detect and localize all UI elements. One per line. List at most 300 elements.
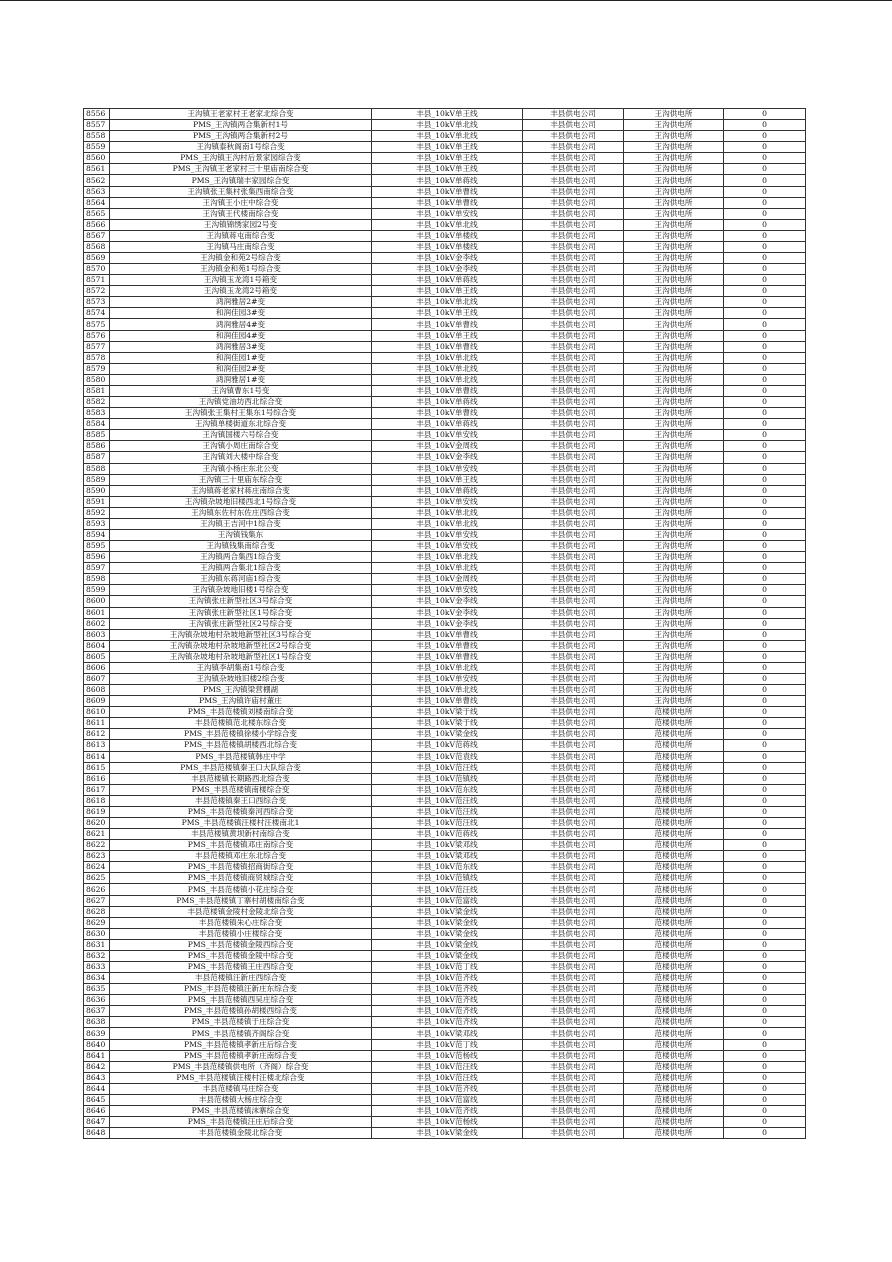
row-number-cell: 8639 bbox=[84, 1028, 110, 1039]
company-cell: 丰县供电公司 bbox=[523, 851, 624, 862]
station-cell: 王沟供电所 bbox=[624, 230, 724, 241]
row-number-cell: 8606 bbox=[84, 662, 110, 673]
station-cell: 王沟供电所 bbox=[624, 518, 724, 529]
feeder-line-cell: 丰县_10kV金周线 bbox=[372, 441, 523, 452]
table-row bbox=[84, 541, 806, 552]
row-number-cell: 8642 bbox=[84, 1061, 110, 1072]
table-row bbox=[84, 297, 806, 308]
table-row bbox=[84, 651, 806, 662]
station-cell: 范楼供电所 bbox=[624, 984, 724, 995]
transformer-name-cell: 王沟镇金和苑2号综合变 bbox=[110, 253, 372, 264]
station-cell: 范楼供电所 bbox=[624, 1017, 724, 1028]
row-number-cell: 8576 bbox=[84, 330, 110, 341]
value-cell: 0 bbox=[724, 507, 806, 518]
station-cell: 王沟供电所 bbox=[624, 142, 724, 153]
company-cell: 丰县供电公司 bbox=[523, 374, 624, 385]
row-number-cell: 8565 bbox=[84, 208, 110, 219]
station-cell: 范楼供电所 bbox=[624, 906, 724, 917]
row-number-cell: 8591 bbox=[84, 496, 110, 507]
value-cell: 0 bbox=[724, 496, 806, 507]
value-cell: 0 bbox=[724, 795, 806, 806]
feeder-line-cell: 丰县_10kV单曹线 bbox=[372, 197, 523, 208]
transformer-name-cell: 王沟镇张庄新型社区1号综合变 bbox=[110, 607, 372, 618]
row-number-cell: 8590 bbox=[84, 485, 110, 496]
station-cell: 王沟供电所 bbox=[624, 563, 724, 574]
feeder-line-cell: 丰县_10kV梁邓线 bbox=[372, 840, 523, 851]
company-cell: 丰县供电公司 bbox=[523, 950, 624, 961]
row-number-cell: 8560 bbox=[84, 153, 110, 164]
transformer-name-cell: 丰县范楼镇金陵村金陵北综合变 bbox=[110, 906, 372, 917]
feeder-line-cell: 丰县_10kV范蒋线 bbox=[372, 829, 523, 840]
transformer-name-cell: 丰县范楼镇范北楼东综合变 bbox=[110, 718, 372, 729]
transformer-name-cell: PMS_王沟镇瑞丰家园综合变 bbox=[110, 175, 372, 186]
company-cell: 丰县供电公司 bbox=[523, 286, 624, 297]
station-cell: 王沟供电所 bbox=[624, 275, 724, 286]
table-row bbox=[84, 363, 806, 374]
row-number-cell: 8640 bbox=[84, 1039, 110, 1050]
feeder-line-cell: 丰县_10kV单安线 bbox=[372, 673, 523, 684]
table-row bbox=[84, 984, 806, 995]
value-cell: 0 bbox=[724, 1039, 806, 1050]
row-number-cell: 8638 bbox=[84, 1017, 110, 1028]
transformer-name-cell: PMS_王沟镇许庙村董庄 bbox=[110, 696, 372, 707]
station-cell: 王沟供电所 bbox=[624, 685, 724, 696]
table-body bbox=[84, 109, 806, 1139]
value-cell: 0 bbox=[724, 563, 806, 574]
station-cell: 范楼供电所 bbox=[624, 973, 724, 984]
transformer-name-cell: 王沟镇玉龙湾2号箱变 bbox=[110, 286, 372, 297]
station-cell: 王沟供电所 bbox=[624, 430, 724, 441]
row-number-cell: 8643 bbox=[84, 1072, 110, 1083]
company-cell: 丰县供电公司 bbox=[523, 651, 624, 662]
company-cell: 丰县供电公司 bbox=[523, 341, 624, 352]
station-cell: 王沟供电所 bbox=[624, 363, 724, 374]
station-cell: 范楼供电所 bbox=[624, 995, 724, 1006]
company-cell: 丰县供电公司 bbox=[523, 873, 624, 884]
station-cell: 王沟供电所 bbox=[624, 330, 724, 341]
transformer-name-cell: PMS_丰县范楼镇金陵西综合变 bbox=[110, 939, 372, 950]
feeder-line-cell: 丰县_10kV单北线 bbox=[372, 131, 523, 142]
company-cell: 丰县供电公司 bbox=[523, 928, 624, 939]
company-cell: 丰县供电公司 bbox=[523, 762, 624, 773]
table-row bbox=[84, 950, 806, 961]
station-cell: 王沟供电所 bbox=[624, 308, 724, 319]
row-number-cell: 8561 bbox=[84, 164, 110, 175]
transformer-name-cell: 王沟镇小周庄南综合变 bbox=[110, 441, 372, 452]
feeder-line-cell: 丰县_10kV单楼线 bbox=[372, 241, 523, 252]
row-number-cell: 8646 bbox=[84, 1106, 110, 1117]
station-cell: 王沟供电所 bbox=[624, 662, 724, 673]
company-cell: 丰县供电公司 bbox=[523, 962, 624, 973]
station-cell: 王沟供电所 bbox=[624, 153, 724, 164]
feeder-line-cell: 丰县_10kV金李线 bbox=[372, 264, 523, 275]
transformer-name-cell: PMS_丰县范楼镇邓庄南综合变 bbox=[110, 840, 372, 851]
feeder-line-cell: 丰县_10kV单安线 bbox=[372, 463, 523, 474]
table-row bbox=[84, 330, 806, 341]
transformer-name-cell: 王沟镇党油坊西北综合变 bbox=[110, 397, 372, 408]
feeder-line-cell: 丰县_10kV范丁线 bbox=[372, 962, 523, 973]
value-cell: 0 bbox=[724, 1117, 806, 1128]
row-number-cell: 8582 bbox=[84, 397, 110, 408]
company-cell: 丰县供电公司 bbox=[523, 1006, 624, 1017]
feeder-line-cell: 丰县_10kV金李线 bbox=[372, 618, 523, 629]
value-cell: 0 bbox=[724, 1061, 806, 1072]
value-cell: 0 bbox=[724, 397, 806, 408]
transformer-name-cell: 鸿润雅居1#变 bbox=[110, 374, 372, 385]
value-cell: 0 bbox=[724, 884, 806, 895]
table-row bbox=[84, 729, 806, 740]
feeder-line-cell: 丰县_10kV单楼线 bbox=[372, 230, 523, 241]
transformer-name-cell: PMS_丰县范楼镇沫寨综合变 bbox=[110, 1106, 372, 1117]
station-cell: 范楼供电所 bbox=[624, 1072, 724, 1083]
station-cell: 王沟供电所 bbox=[624, 496, 724, 507]
feeder-line-cell: 丰县_10kV范齐线 bbox=[372, 1017, 523, 1028]
feeder-line-cell: 丰县_10kV单王线 bbox=[372, 142, 523, 153]
station-cell: 范楼供电所 bbox=[624, 928, 724, 939]
station-cell: 王沟供电所 bbox=[624, 529, 724, 540]
table-row bbox=[84, 175, 806, 186]
feeder-line-cell: 丰县_10kV单安线 bbox=[372, 430, 523, 441]
company-cell: 丰县供电公司 bbox=[523, 1039, 624, 1050]
row-number-cell: 8583 bbox=[84, 408, 110, 419]
station-cell: 王沟供电所 bbox=[624, 120, 724, 131]
row-number-cell: 8635 bbox=[84, 984, 110, 995]
company-cell: 丰县供电公司 bbox=[523, 153, 624, 164]
value-cell: 0 bbox=[724, 552, 806, 563]
transformer-name-cell: 王沟镇张王集村张集西南综合变 bbox=[110, 186, 372, 197]
table-row bbox=[84, 286, 806, 297]
value-cell: 0 bbox=[724, 164, 806, 175]
table-row bbox=[84, 1083, 806, 1094]
value-cell: 0 bbox=[724, 485, 806, 496]
value-cell: 0 bbox=[724, 120, 806, 131]
transformer-name-cell: 王沟镇玉龙湾1号箱变 bbox=[110, 275, 372, 286]
value-cell: 0 bbox=[724, 773, 806, 784]
company-cell: 丰县供电公司 bbox=[523, 297, 624, 308]
row-number-cell: 8604 bbox=[84, 640, 110, 651]
station-cell: 王沟供电所 bbox=[624, 651, 724, 662]
table-row bbox=[84, 784, 806, 795]
transformer-name-cell: PMS_王沟镇王老家村三十里庙南综合变 bbox=[110, 164, 372, 175]
value-cell: 0 bbox=[724, 264, 806, 275]
row-number-cell: 8622 bbox=[84, 840, 110, 851]
feeder-line-cell: 丰县_10kV单北线 bbox=[372, 297, 523, 308]
row-number-cell: 8609 bbox=[84, 696, 110, 707]
transformer-name-cell: 王沟镇锦绣家园2号变 bbox=[110, 219, 372, 230]
feeder-line-cell: 丰县_10kV范齐线 bbox=[372, 973, 523, 984]
table-row bbox=[84, 1061, 806, 1072]
table-row bbox=[84, 640, 806, 651]
table-row bbox=[84, 1006, 806, 1017]
transformer-name-cell: 王沟镇小杨庄东北公变 bbox=[110, 463, 372, 474]
transformer-name-cell: 王沟镇王小庄中综合变 bbox=[110, 197, 372, 208]
transformer-name-cell: 丰县范楼镇邓庄东北综合变 bbox=[110, 851, 372, 862]
company-cell: 丰县供电公司 bbox=[523, 862, 624, 873]
company-cell: 丰县供电公司 bbox=[523, 773, 624, 784]
value-cell: 0 bbox=[724, 241, 806, 252]
transformer-name-cell: 丰县范楼镇黄坝新村南综合变 bbox=[110, 829, 372, 840]
value-cell: 0 bbox=[724, 895, 806, 906]
table-row bbox=[84, 441, 806, 452]
company-cell: 丰县供电公司 bbox=[523, 751, 624, 762]
table-row bbox=[84, 928, 806, 939]
table-row bbox=[84, 906, 806, 917]
value-cell: 0 bbox=[724, 651, 806, 662]
value-cell: 0 bbox=[724, 330, 806, 341]
row-number-cell: 8586 bbox=[84, 441, 110, 452]
table-row bbox=[84, 507, 806, 518]
feeder-line-cell: 丰县_10kV单王线 bbox=[372, 164, 523, 175]
company-cell: 丰县供电公司 bbox=[523, 397, 624, 408]
value-cell: 0 bbox=[724, 1128, 806, 1139]
table-row bbox=[84, 452, 806, 463]
value-cell: 0 bbox=[724, 474, 806, 485]
station-cell: 王沟供电所 bbox=[624, 253, 724, 264]
row-number-cell: 8601 bbox=[84, 607, 110, 618]
value-cell: 0 bbox=[724, 962, 806, 973]
row-number-cell: 8594 bbox=[84, 529, 110, 540]
value-cell: 0 bbox=[724, 629, 806, 640]
feeder-line-cell: 丰县_10kV范杨线 bbox=[372, 1117, 523, 1128]
station-cell: 范楼供电所 bbox=[624, 1061, 724, 1072]
value-cell: 0 bbox=[724, 995, 806, 1006]
value-cell: 0 bbox=[724, 308, 806, 319]
row-number-cell: 8645 bbox=[84, 1094, 110, 1105]
transformer-name-cell: PMS_丰县范楼镇汪楼村汪楼南北1 bbox=[110, 818, 372, 829]
company-cell: 丰县供电公司 bbox=[523, 640, 624, 651]
company-cell: 丰县供电公司 bbox=[523, 363, 624, 374]
transformer-name-cell: 王沟镇单楼街道东北综合变 bbox=[110, 419, 372, 430]
transformer-name-cell: 王沟镇王老家村王老家北综合变 bbox=[110, 109, 372, 120]
table-row bbox=[84, 253, 806, 264]
row-number-cell: 8599 bbox=[84, 585, 110, 596]
company-cell: 丰县供电公司 bbox=[523, 1050, 624, 1061]
table-row bbox=[84, 131, 806, 142]
transformer-name-cell: 丰县范楼镇汪新庄西综合变 bbox=[110, 973, 372, 984]
value-cell: 0 bbox=[724, 463, 806, 474]
value-cell: 0 bbox=[724, 385, 806, 396]
feeder-line-cell: 丰县_10kV单安线 bbox=[372, 541, 523, 552]
company-cell: 丰县供电公司 bbox=[523, 430, 624, 441]
company-cell: 丰县供电公司 bbox=[523, 408, 624, 419]
feeder-line-cell: 丰县_10kV单安线 bbox=[372, 585, 523, 596]
company-cell: 丰县供电公司 bbox=[523, 186, 624, 197]
feeder-line-cell: 丰县_10kV单曹线 bbox=[372, 408, 523, 419]
table-row bbox=[84, 1072, 806, 1083]
table-row bbox=[84, 829, 806, 840]
company-cell: 丰县供电公司 bbox=[523, 884, 624, 895]
row-number-cell: 8629 bbox=[84, 917, 110, 928]
row-number-cell: 8596 bbox=[84, 552, 110, 563]
row-number-cell: 8587 bbox=[84, 452, 110, 463]
company-cell: 丰县供电公司 bbox=[523, 939, 624, 950]
station-cell: 范楼供电所 bbox=[624, 729, 724, 740]
feeder-line-cell: 丰县_10kV单安线 bbox=[372, 529, 523, 540]
row-number-cell: 8598 bbox=[84, 574, 110, 585]
feeder-line-cell: 丰县_10kV单北线 bbox=[372, 363, 523, 374]
feeder-line-cell: 丰县_10kV梁金线 bbox=[372, 950, 523, 961]
feeder-line-cell: 丰县_10kV金李线 bbox=[372, 452, 523, 463]
row-number-cell: 8562 bbox=[84, 175, 110, 186]
station-cell: 范楼供电所 bbox=[624, 939, 724, 950]
row-number-cell: 8567 bbox=[84, 230, 110, 241]
table-row bbox=[84, 241, 806, 252]
station-cell: 王沟供电所 bbox=[624, 297, 724, 308]
table-row bbox=[84, 275, 806, 286]
station-cell: 王沟供电所 bbox=[624, 574, 724, 585]
transformer-name-cell: 王沟镇两合集北1综合变 bbox=[110, 563, 372, 574]
transformer-name-cell: 鸿润雅居2#变 bbox=[110, 297, 372, 308]
company-cell: 丰县供电公司 bbox=[523, 740, 624, 751]
company-cell: 丰县供电公司 bbox=[523, 795, 624, 806]
row-number-cell: 8613 bbox=[84, 740, 110, 751]
company-cell: 丰县供电公司 bbox=[523, 784, 624, 795]
row-number-cell: 8636 bbox=[84, 995, 110, 1006]
table-row bbox=[84, 1017, 806, 1028]
value-cell: 0 bbox=[724, 1006, 806, 1017]
feeder-line-cell: 丰县_10kV单北线 bbox=[372, 507, 523, 518]
table-row bbox=[84, 109, 806, 120]
row-number-cell: 8647 bbox=[84, 1117, 110, 1128]
value-cell: 0 bbox=[724, 806, 806, 817]
table-row bbox=[84, 518, 806, 529]
feeder-line-cell: 丰县_10kV单王线 bbox=[372, 330, 523, 341]
transformer-name-cell: PMS_丰县范楼镇韩庄中学 bbox=[110, 751, 372, 762]
company-cell: 丰县供电公司 bbox=[523, 806, 624, 817]
station-cell: 王沟供电所 bbox=[624, 673, 724, 684]
transformer-name-cell: 王沟镇东蒋河庙1综合变 bbox=[110, 574, 372, 585]
value-cell: 0 bbox=[724, 175, 806, 186]
company-cell: 丰县供电公司 bbox=[523, 485, 624, 496]
value-cell: 0 bbox=[724, 585, 806, 596]
table-row bbox=[84, 552, 806, 563]
table-row bbox=[84, 397, 806, 408]
company-cell: 丰县供电公司 bbox=[523, 208, 624, 219]
table-row bbox=[84, 419, 806, 430]
table-row bbox=[84, 685, 806, 696]
feeder-line-cell: 丰县_10kV单蒋线 bbox=[372, 419, 523, 430]
value-cell: 0 bbox=[724, 1050, 806, 1061]
transformer-name-cell: 王沟镇张王集村王集东1号综合变 bbox=[110, 408, 372, 419]
feeder-line-cell: 丰县_10kV梁邓线 bbox=[372, 1028, 523, 1039]
row-number-cell: 8618 bbox=[84, 795, 110, 806]
row-number-cell: 8581 bbox=[84, 385, 110, 396]
company-cell: 丰县供电公司 bbox=[523, 840, 624, 851]
feeder-line-cell: 丰县_10kV范汪线 bbox=[372, 1061, 523, 1072]
transformer-name-cell: PMS_丰县范楼镇汪楼村汪楼北综合变 bbox=[110, 1072, 372, 1083]
company-cell: 丰县供电公司 bbox=[523, 995, 624, 1006]
value-cell: 0 bbox=[724, 851, 806, 862]
table-row bbox=[84, 1039, 806, 1050]
transformer-name-cell: PMS_丰县范楼镇刘楼南综合变 bbox=[110, 707, 372, 718]
table-row bbox=[84, 1028, 806, 1039]
transformer-name-cell: 王沟镇杂坡地村杂坡地新型社区1号综合变 bbox=[110, 651, 372, 662]
company-cell: 丰县供电公司 bbox=[523, 308, 624, 319]
table-row bbox=[84, 208, 806, 219]
row-number-cell: 8619 bbox=[84, 806, 110, 817]
value-cell: 0 bbox=[724, 973, 806, 984]
company-cell: 丰县供电公司 bbox=[523, 452, 624, 463]
transformer-name-cell: PMS_丰县范楼镇胡楼西北综合变 bbox=[110, 740, 372, 751]
table-row bbox=[84, 851, 806, 862]
company-cell: 丰县供电公司 bbox=[523, 718, 624, 729]
row-number-cell: 8624 bbox=[84, 862, 110, 873]
value-cell: 0 bbox=[724, 596, 806, 607]
table-row bbox=[84, 1106, 806, 1117]
station-cell: 王沟供电所 bbox=[624, 552, 724, 563]
transformer-name-cell: 王沟镇张庄新型社区2号综合变 bbox=[110, 618, 372, 629]
transformer-name-cell: 王沟镇曹东1号变 bbox=[110, 385, 372, 396]
row-number-cell: 8571 bbox=[84, 275, 110, 286]
row-number-cell: 8556 bbox=[84, 109, 110, 120]
station-cell: 范楼供电所 bbox=[624, 718, 724, 729]
company-cell: 丰县供电公司 bbox=[523, 507, 624, 518]
feeder-line-cell: 丰县_10kV范东线 bbox=[372, 784, 523, 795]
company-cell: 丰县供电公司 bbox=[523, 463, 624, 474]
row-number-cell: 8610 bbox=[84, 707, 110, 718]
company-cell: 丰县供电公司 bbox=[523, 131, 624, 142]
transformer-name-cell: PMS_丰县范楼镇汪新庄东综合变 bbox=[110, 984, 372, 995]
company-cell: 丰县供电公司 bbox=[523, 175, 624, 186]
value-cell: 0 bbox=[724, 452, 806, 463]
station-cell: 王沟供电所 bbox=[624, 186, 724, 197]
station-cell: 范楼供电所 bbox=[624, 707, 724, 718]
value-cell: 0 bbox=[724, 862, 806, 873]
feeder-line-cell: 丰县_10kV单王线 bbox=[372, 474, 523, 485]
table-row bbox=[84, 607, 806, 618]
value-cell: 0 bbox=[724, 186, 806, 197]
company-cell: 丰县供电公司 bbox=[523, 518, 624, 529]
feeder-line-cell: 丰县_10kV单北线 bbox=[372, 352, 523, 363]
value-cell: 0 bbox=[724, 518, 806, 529]
company-cell: 丰县供电公司 bbox=[523, 1017, 624, 1028]
value-cell: 0 bbox=[724, 363, 806, 374]
company-cell: 丰县供电公司 bbox=[523, 142, 624, 153]
feeder-line-cell: 丰县_10kV单北线 bbox=[372, 685, 523, 696]
station-cell: 范楼供电所 bbox=[624, 829, 724, 840]
transformer-name-cell: 王沟镇蒋老家村蒋庄南综合变 bbox=[110, 485, 372, 496]
value-cell: 0 bbox=[724, 984, 806, 995]
value-cell: 0 bbox=[724, 917, 806, 928]
transformer-name-cell: 王沟镇王代楼南综合变 bbox=[110, 208, 372, 219]
table-row bbox=[84, 1128, 806, 1139]
row-number-cell: 8595 bbox=[84, 541, 110, 552]
feeder-line-cell: 丰县_10kV单曹线 bbox=[372, 651, 523, 662]
company-cell: 丰县供电公司 bbox=[523, 330, 624, 341]
row-number-cell: 8620 bbox=[84, 818, 110, 829]
company-cell: 丰县供电公司 bbox=[523, 1117, 624, 1128]
feeder-line-cell: 丰县_10kV范齐线 bbox=[372, 984, 523, 995]
company-cell: 丰县供电公司 bbox=[523, 241, 624, 252]
feeder-line-cell: 丰县_10kV金李线 bbox=[372, 596, 523, 607]
transformer-name-cell: PMS_丰县范楼镇汪庄后综合变 bbox=[110, 1117, 372, 1128]
station-cell: 范楼供电所 bbox=[624, 884, 724, 895]
feeder-line-cell: 丰县_10kV单北线 bbox=[372, 552, 523, 563]
station-cell: 王沟供电所 bbox=[624, 109, 724, 120]
transformer-name-cell: 王沟镇刘大楼中综合变 bbox=[110, 452, 372, 463]
station-cell: 范楼供电所 bbox=[624, 1039, 724, 1050]
transformer-name-cell: PMS_丰县范楼镇招商街综合变 bbox=[110, 862, 372, 873]
station-cell: 王沟供电所 bbox=[624, 219, 724, 230]
company-cell: 丰县供电公司 bbox=[523, 264, 624, 275]
station-cell: 范楼供电所 bbox=[624, 1006, 724, 1017]
feeder-line-cell: 丰县_10kV单安线 bbox=[372, 496, 523, 507]
value-cell: 0 bbox=[724, 297, 806, 308]
row-number-cell: 8631 bbox=[84, 939, 110, 950]
row-number-cell: 8572 bbox=[84, 286, 110, 297]
station-cell: 王沟供电所 bbox=[624, 397, 724, 408]
table-row bbox=[84, 673, 806, 684]
